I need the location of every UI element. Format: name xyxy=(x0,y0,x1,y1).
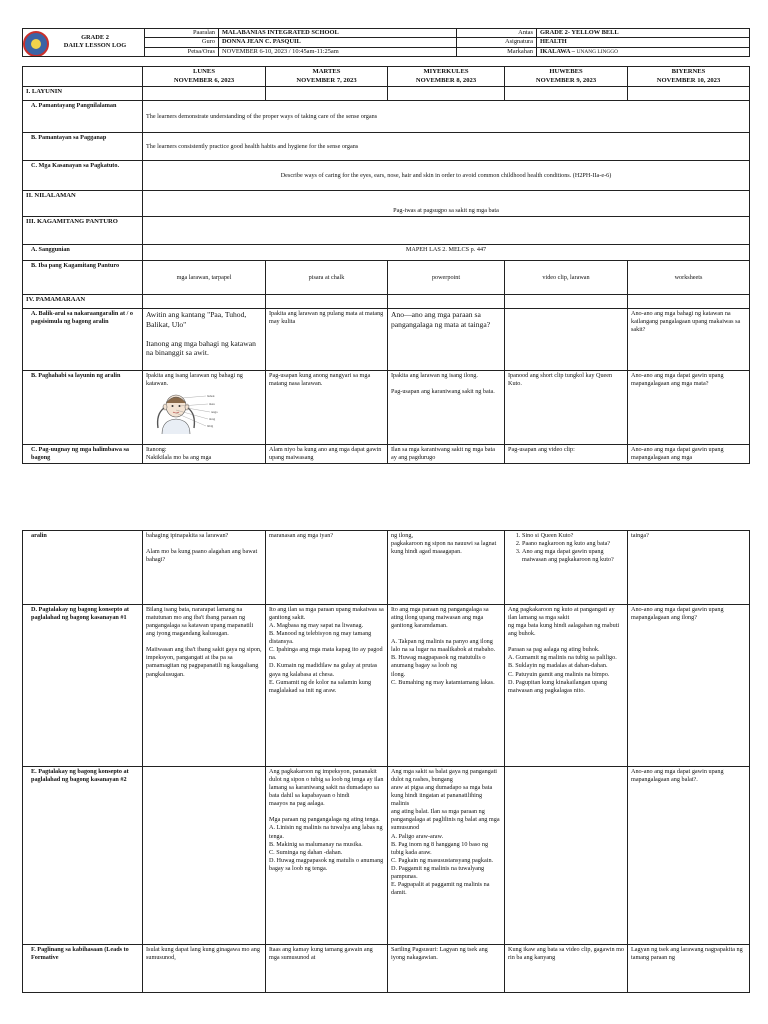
pag-uugnay-cont-cell-3: ng ilong, pagkakaroon ng sipon na nauuwi sa lagnat kung hindi agad maaagapan. xyxy=(388,531,505,605)
row-paglinang xyxy=(23,945,750,993)
row-paghahabi xyxy=(23,371,750,445)
pag-uugnay-cont-cell-1: bahaging ipinapakita sa larawan? Alam mo ba kung paano alagahan ang bawat bahagi? xyxy=(143,531,266,605)
balik-aral-cell-2: Ipakita ang larawan ng pulang mata at matang may kulita xyxy=(266,309,388,371)
list-item: 2. Paano nagkaroon ng kuto ang bata? xyxy=(522,540,624,548)
svg-text:tenga: tenga xyxy=(211,410,218,415)
day-header-4: HUWEBES NOVEMBER 9, 2023 xyxy=(505,67,628,87)
kasanayan-text: Describe ways of caring for the eyes, ears, nose, hair and skin in order to avoid common childhood health conditions. (H2PH-IIa-e-6) xyxy=(143,161,750,191)
sanggunian-label: A. Sanggunian xyxy=(23,245,143,261)
iba-pang-kagamitan-label: B. Iba pang Kagamitang Panturo xyxy=(23,261,143,295)
school-value: MALABANIAS INTEGRATED SCHOOL xyxy=(219,29,457,38)
pagtalakay-1-cell-2: Ito ang ilan sa mga paraan upang makaiwas sa ganitong sakit. A. Magbasa ng may sapat na liwanag. B. Manood ng telebisyon ng may tamang distansya. C. Ipahinga ang mga mata kapag ito ay pagod na. D. Kumain ng madidilaw na gulay at prutas gaya ng kalabasa at chesa. E. Gumamit ng de kolor na salamin kung maglalakad sa init ng araw. xyxy=(266,605,388,767)
sanggunian-text: MAPEH LAS 2. MELCS p. 447 xyxy=(143,245,750,261)
kagamitan-heading: III. KAGAMITANG PANTURO xyxy=(23,217,143,245)
nilalaman-heading: II. NILALAMAN xyxy=(23,191,143,217)
paghahabi-cell-4: Ipanood ang short clip tungkol kay Queen Kuto. xyxy=(505,371,628,445)
pag-uugnay-cell-2: Alam niyo ba kung ano ang mga dapat gawin upang maiwasang xyxy=(266,445,388,464)
pagtalakay-1-cell-5: Ano-ano ang mga dapat gawin upang mapangalagaan ang ilong? xyxy=(628,605,750,767)
row-pagtalakay-2 xyxy=(23,767,750,945)
row-pag-uugnay-cont xyxy=(23,531,750,605)
kagamitan-cell-3: powerpoint xyxy=(388,261,505,295)
kagamitan-cell-5: worksheets xyxy=(628,261,750,295)
pamantayan-sa-pagganap-text: The learners consistently practice good health habits and hygiene for the sense organs xyxy=(143,133,750,161)
list-item: 3. Ano ang mga dapat gawin upang maiwasan ang pagkakaroon ng kuto? xyxy=(522,548,624,564)
list-item: 1. Sino si Queen Kuto? xyxy=(522,532,624,540)
kasanayan-label: C. Mga Kasanayan sa Pagkatuto. xyxy=(23,161,143,191)
lesson-table-page1 xyxy=(22,66,750,464)
paglinang-cell-2: Itaas ang kamay kung tamang gawain ang mga sumusunod at xyxy=(266,945,388,993)
day-header-5: BIYERNES NOVEMBER 10, 2023 xyxy=(628,67,750,87)
kagamitan-cell-1: mga larawan, tarpapel xyxy=(143,261,266,295)
paghahabi-cell-1: Ipakita ang isang larawan ng bahagi ng katawan. buhok mata tenga ilong bibig xyxy=(143,371,266,445)
subject-label: Asignatura xyxy=(457,38,537,47)
pagtalakay-1-cell-3: Ito ang mga paraan ng pangangalaga sa ating ilong upang maiwasan ang mga ganitong karamdaman. A. Takpan ng malinis na panyo ang ilong lalo na sa lugar na maalikabok at mabaho. B. Huwag magpapasok ng matutulis o anumang bagay sa loob ng ilong. C. Bumahing ng may katamtamang lakas. xyxy=(388,605,505,767)
layunin-row xyxy=(23,87,750,101)
date-value: NOVEMBER 6-10, 2023 / 10:45am-11:25am xyxy=(219,47,457,56)
paglinang-cell-4: Kung ikaw ang bata sa video clip, gagawin mo rin ba ang kanyang xyxy=(505,945,628,993)
pagtalakay-2-cell-3: Ang mga sakit sa balat gaya ng pangangati dulot ng rashes, bungang araw at pigsa ang dumadapo sa mga bata kung hindi iingatan at pananatilihing malinis ang ating balat. Ilan sa mga paraan ng pangangalaga at paglilinis ng balat ang mga sumusunod A. Paligo araw-araw. B. Pag inom ng 8 hanggang 10 baso ng tubig kada araw. C. Pagkain ng masusustansyang pagkain. D. Paggamit ng malinis na tuwalyang pampunas. E. Pagpapalit at paggamit ng malinis na damit. xyxy=(388,767,505,945)
pagtalakay-2-cell-5: Ano-ano ang mga dapat gawin upang mapangalagaan ang balat?. xyxy=(628,767,750,945)
paghahabi-cell-5: Ano-ano ang mga dapat gawin upang mapangalagaan ang mga mata? xyxy=(628,371,750,445)
teacher-label: Guro xyxy=(145,38,219,47)
quarter-value: IKALAWA – UNANG LINGGO xyxy=(537,47,750,56)
paglinang-cell-5: Lagyan ng tsek ang larawang nagpapakita ng tamang paraan ng xyxy=(628,945,750,993)
paglinang-label: F. Paglinang sa kabihasaan (Leads to Formative xyxy=(23,945,143,993)
pagtalakay-1-cell-4: Ang pagkakaroon ng kuto at pangangati ay ilan lamang sa mga sakit ng mga bata kung hindi aalagahan ng mabuti ang buhok. Paraan sa pag aalaga ng ating buhok. A. Gumamit ng malinis na tubig sa paliligo. B. Suklayin ng madalas at dahan-dahan. C. Patuyuin gamit ang malinis na bimpo. D. Pagupitan kung kinakailangan upang maiwasan ang pagkalagas nito. xyxy=(505,605,628,767)
paghahabi-label: B. Paghahabi sa layunin ng aralin xyxy=(23,371,143,445)
body-parts-illustration xyxy=(146,390,246,434)
queen-kuto-questions xyxy=(508,532,624,564)
row-pamamaraan xyxy=(23,295,750,309)
level-value: GRADE 2- YELLOW BELL xyxy=(537,29,750,38)
grade-label: GRADE 2 xyxy=(81,34,109,42)
page-two xyxy=(0,530,768,1024)
day-header-2: MARTES NOVEMBER 7, 2023 xyxy=(266,67,388,87)
log-title: DAILY LESSON LOG xyxy=(63,42,127,50)
layunin-heading: I. LAYUNIN xyxy=(23,87,143,101)
row-pagtalakay-1 xyxy=(23,605,750,767)
row-pamantayan-sa-pagganap xyxy=(23,133,750,161)
school-label: Paaralan xyxy=(145,29,219,38)
balik-aral-cell-5: Ano-ano ang mga bahagi ng katawan na kailangang pangalagaan upang makaiwas sa sakit? xyxy=(628,309,750,371)
paghahabi-cell-3: Ipakita ang larawan ng isang ilong. Pag-usapan ang karaniwang sakit ng bata. xyxy=(388,371,505,445)
svg-text:bibig: bibig xyxy=(207,424,214,429)
row-balik-aral xyxy=(23,309,750,371)
page-one xyxy=(0,0,768,492)
pagtalakay-1-label: D. Pagtalakay ng bagong konsepto at paglalahad ng bagong kasanayan #1 xyxy=(23,605,143,767)
header-table xyxy=(22,28,750,57)
date-label: Petsa/Oras xyxy=(145,47,219,56)
pamantayang-pangnilalaman-text: The learners demonstrate understanding of the proper ways of taking care of the sense organs xyxy=(143,101,750,133)
pag-uugnay-cell-4: Pag-usapan ang video clip: xyxy=(505,445,628,464)
pag-uugnay-label: C. Pag-uugnay ng mga halimbawa sa bagong xyxy=(23,445,143,464)
pag-uugnay-cont-cell-4 xyxy=(505,531,628,605)
pamantayang-pangnilalaman-label: A. Pamantayang Pangnilalaman xyxy=(23,101,143,133)
subject-value: HEALTH xyxy=(537,38,750,47)
lesson-table-page2 xyxy=(22,530,750,993)
balik-aral-cell-3: Ano—ano ang mga paraan sa pangangalaga ng mata at tainga? xyxy=(388,309,505,371)
pamamaraan-heading: IV. PAMAMARAAN xyxy=(23,295,143,309)
day-header-3: MIYERKULES NOVEMBER 8, 2023 xyxy=(388,67,505,87)
row-nilalaman xyxy=(23,191,750,217)
grade-title-cell xyxy=(23,29,145,57)
pagtalakay-2-cell-1 xyxy=(143,767,266,945)
kagamitan-cell-4: video clip, larawan xyxy=(505,261,628,295)
pamantayan-sa-pagganap-label: B. Pamantayan sa Pagganap xyxy=(23,133,143,161)
pag-uugnay-cont-cell-2: maranasan ang mga iyan? xyxy=(266,531,388,605)
row-kasanayan xyxy=(23,161,750,191)
level-label: Antas xyxy=(457,29,537,38)
row-pamantayang-pangnilalaman xyxy=(23,101,750,133)
balik-aral-label: A. Balik-aral sa nakaraangaralin at / o pagsisimula ng bagong aralin xyxy=(23,309,143,371)
paghahabi-cell-2: Pag-usapan kung anong nangyari sa mga matang nasa larawan. xyxy=(266,371,388,445)
pagtalakay-2-cell-2: Ang pagkakaroon ng impeksyon, pananakit dulot ng sipon o tubig sa loob ng tenga ay ilan lamang sa karaniwang sakit na dumadapo sa bata dahil sa kapabayaan o hindi maayos na pag aalaga. Mga paraan ng pangangalaga ng ating tenga. A. Linisin ng malinis na tuwalya ang labas ng tenga. B. Makinig sa malumanay na musika. C. Suminga ng dahan -dahan. D. Huwag magpapasok ng matulis o anumang bagay sa loob ng tenga. xyxy=(266,767,388,945)
pagtalakay-2-cell-4 xyxy=(505,767,628,945)
svg-text:buhok: buhok xyxy=(207,394,215,399)
row-iba-pang-kagamitan xyxy=(23,261,750,295)
pagtalakay-1-cell-1: Bilang isang bata, nararapat lamang na matutunan mo ang iba't ibang paraan ng pangangalaga sa katawan upang mapanatili ang iyong magandang kalusugan. Maiiwasan ang iba't ibang sakit gaya ng sipon, impeksyon, pangangati at iba pa sa pamamagitan ng pagpapanatili ng kaugaliang pangkalusugan. xyxy=(143,605,266,767)
pag-uugnay-cont-label: aralin xyxy=(23,531,143,605)
row-kagamitan xyxy=(23,217,750,245)
day-header-1: LUNES NOVEMBER 6, 2023 xyxy=(143,67,266,87)
pag-uugnay-cont-cell-5: tainga? xyxy=(628,531,750,605)
balik-aral-cell-4 xyxy=(505,309,628,371)
paglinang-cell-1: Isulat kung dapat lang kung ginagawa mo ang sumusunod, xyxy=(143,945,266,993)
quarter-label: Markahan xyxy=(457,47,537,56)
nilalaman-text: Pag-iwas at pagsugpo sa sakit ng mga bata xyxy=(143,191,750,217)
paglinang-cell-3: Sariling Pagsusuri: Lagyan ng tsek ang iyong nakagawian. xyxy=(388,945,505,993)
pag-uugnay-cell-5: Ano-ano ang mga dapat gawin upang mapangalagaan ang mga xyxy=(628,445,750,464)
page-gap xyxy=(0,478,768,524)
pag-uugnay-cell-3: Ilan sa mga karaniwang sakit ng mga bata ay ang pagdurugo xyxy=(388,445,505,464)
balik-aral-cell-1: Awitin ang kantang "Paa, Tuhod, Balikat, Ulo" Itanong ang mga bahagi ng katawan na binanggit sa awit. xyxy=(143,309,266,371)
row-pag-uugnay xyxy=(23,445,750,464)
kagamitan-cell-2: pisara at chalk xyxy=(266,261,388,295)
pagtalakay-2-label: E. Pagtalakay ng bagong konsepto at paglalahad ng bagong kasanayan #2 xyxy=(23,767,143,945)
teacher-value: DONNA JEAN C. PASQUIL xyxy=(219,38,457,47)
days-header-row xyxy=(23,67,750,87)
row-sanggunian xyxy=(23,245,750,261)
svg-text:ilong: ilong xyxy=(209,417,216,422)
svg-text:mata: mata xyxy=(209,402,215,407)
pag-uugnay-cell-1: Itanong: Nakikilala mo ba ang mga xyxy=(143,445,266,464)
